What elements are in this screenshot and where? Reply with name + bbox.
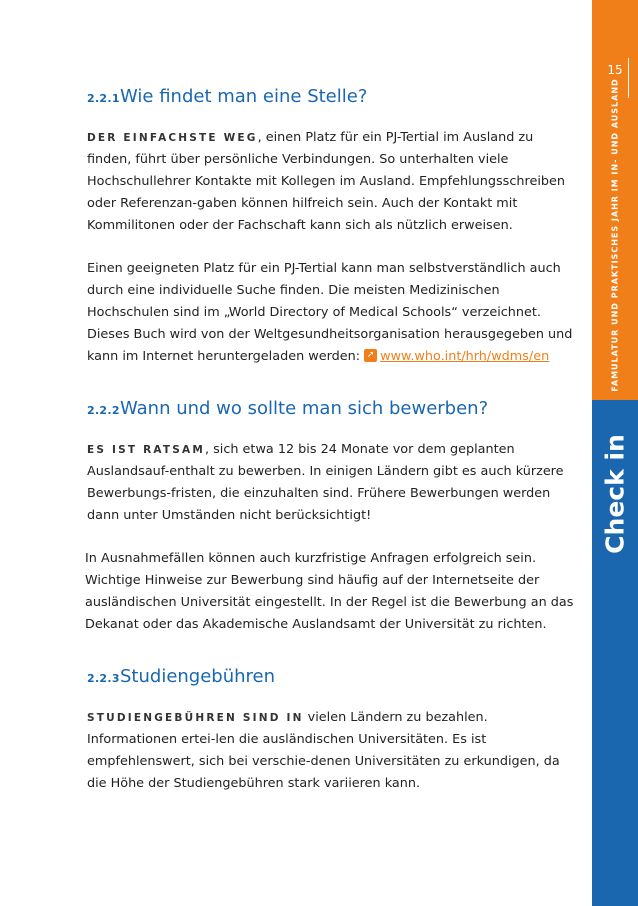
paragraph (87, 127, 577, 237)
paragraph-text: Einen geeigneten Platz für ein PJ-Tertial kann man selbstverständlich auch durch eine individuelle Suche finden. Die meisten Medizinischen Hochschulen sind im „World Directory of Medical Schools“ verzeichnet. Dieses Buch wird von der Weltgesundheitsorganisation herausgegeben und kann im Internet heruntergeladen werden: (87, 261, 573, 364)
who-link[interactable]: www.who.int/hrh/wdms/en (380, 349, 550, 364)
paragraph-text: , sich etwa 12 bis 24 Monate vor dem geplanten Auslandsauf-enthalt zu bewerben. In einigen Ländern gibt es auch kürzere Bewerbungs-fristen, die einzuhalten sind. Frühere Bewerbungen werden dann unter Umständen nicht berücksichtigt! (87, 442, 564, 523)
section-2-2-1 (87, 86, 577, 368)
paragraph-text: In Ausnahmefällen können auch kurzfristige Anfragen erfolgreich sein. Wichtige Hinweise zur Bewerbung sind häufig auf der Internetseite der ausländischen Universität eingestellt. In der Regel ist die Bewerbung an das Dekanat oder das Akademische Auslandsamt der Universität zu richten. (85, 551, 574, 632)
external-link-icon: ➚ (364, 349, 377, 362)
section-number: 2.2.3 (87, 672, 120, 685)
section-heading (87, 666, 577, 687)
running-title: FAMULATUR UND PRAKTISCHES JAHR IM IN- UND AUSLAND (610, 78, 620, 392)
section-label-check-in: Check in (600, 434, 630, 554)
paragraph-text: vielen Ländern zu bezahlen. Informationen ertei-len die ausländischen Universitäten. Es ist empfehlenswert, sich bei verschie-denen Universitäten zu erkundigen, da die Höhe der Studiengebühren stark variieren kann. (87, 710, 560, 791)
paragraph (87, 707, 577, 795)
section-2-2-2 (87, 398, 577, 636)
section-heading (87, 86, 577, 107)
paragraph (87, 258, 577, 368)
page-number-rule (628, 58, 629, 98)
paragraph (85, 548, 577, 636)
lead-in: DER EINFACHSTE WEG (87, 132, 258, 144)
page-number: 15 (607, 63, 623, 77)
section-title: Wann und wo sollte man sich bewerben? (120, 398, 489, 419)
main-content (87, 86, 577, 825)
section-number: 2.2.2 (87, 404, 120, 417)
section-title: Studiengebühren (120, 666, 276, 687)
paragraph-text: , einen Platz für ein PJ-Tertial im Ausland zu finden, führt über persönliche Verbindungen. So unterhalten viele Hochschullehrer Kontakte mit Kollegen im Ausland. Empfehlungsschreiben oder Referenzan-gaben können hilfreich sein. Auch der Kontakt mit Kommilitonen oder der Fachschaft kann sich als nützlich erweisen. (87, 130, 566, 233)
lead-in: ES IST RATSAM (87, 444, 205, 456)
section-heading (87, 398, 577, 419)
paragraph (87, 439, 577, 527)
lead-in: STUDIENGEBÜHREN SIND IN (87, 712, 304, 724)
section-title: Wie findet man eine Stelle? (120, 86, 368, 107)
section-number: 2.2.1 (87, 92, 120, 105)
section-2-2-3 (87, 666, 577, 795)
